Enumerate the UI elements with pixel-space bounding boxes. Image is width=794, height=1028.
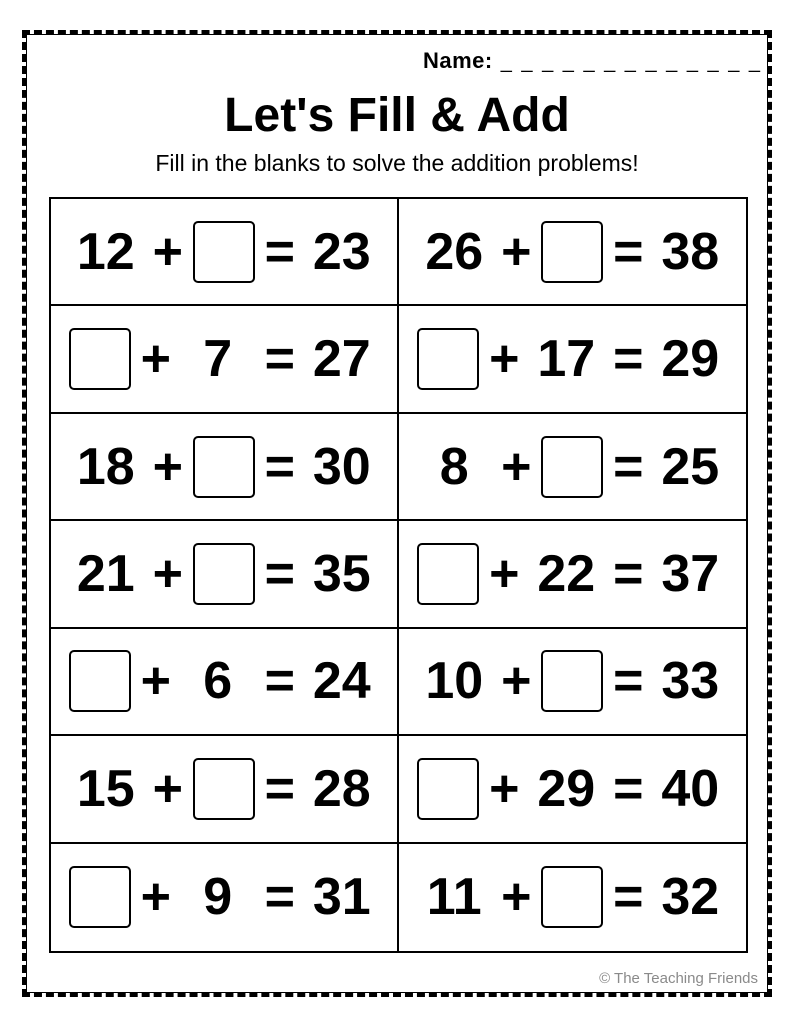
addend-a: 18 [76,437,135,496]
equation [417,758,727,820]
equation [69,866,379,928]
equation [69,436,379,498]
problem-grid [49,197,748,953]
sum: 24 [312,652,371,711]
plus-sign: + [501,868,532,927]
addend-b: 22 [537,544,596,603]
equals-sign: = [613,652,644,711]
addend-a: 21 [76,544,135,603]
sum: 30 [312,437,371,496]
plus-sign: + [152,544,183,603]
answer-box[interactable] [69,866,131,928]
problem-cell [51,199,399,306]
equals-sign: = [613,868,644,927]
name-field[interactable] [423,48,762,74]
equation [69,758,379,820]
worksheet-instructions: Fill in the blanks to solve the addition problems! [155,150,639,176]
equation [69,650,379,712]
equals-sign: = [264,437,295,496]
answer-box[interactable] [417,758,479,820]
plus-sign: + [489,330,520,389]
plus-sign: + [489,759,520,818]
equals-sign: = [613,222,644,281]
equation [69,328,379,390]
sum: 40 [661,759,720,818]
equation [69,221,379,283]
problem-cell [399,844,747,951]
answer-box[interactable] [541,866,603,928]
answer-box[interactable] [193,436,255,498]
answer-box[interactable] [417,328,479,390]
sum: 31 [312,868,371,927]
sum: 32 [661,868,720,927]
plus-sign: + [140,330,171,389]
equals-sign: = [264,868,295,927]
plus-sign: + [501,437,532,496]
problem-cell [51,521,399,628]
sum: 33 [661,652,720,711]
equals-sign: = [264,222,295,281]
problem-cell [399,306,747,413]
plus-sign: + [501,652,532,711]
answer-box[interactable] [541,221,603,283]
plus-sign: + [501,222,532,281]
sum: 28 [312,759,371,818]
plus-sign: + [140,868,171,927]
addend-a: 8 [439,437,469,496]
equation [417,543,727,605]
equation [417,221,727,283]
addend-a: 15 [76,759,135,818]
addend-a: 11 [426,868,482,927]
answer-box[interactable] [417,543,479,605]
problem-cell [399,736,747,843]
answer-box[interactable] [193,221,255,283]
problem-cell [51,736,399,843]
problem-cell [399,199,747,306]
problem-cell [399,521,747,628]
addend-b: 29 [537,759,596,818]
worksheet-title: Let's Fill & Add [224,89,570,142]
answer-box[interactable] [193,543,255,605]
addend-b: 17 [537,330,596,389]
equation [417,436,727,498]
problem-cell [399,414,747,521]
answer-box[interactable] [69,650,131,712]
sum: 38 [661,222,720,281]
answer-box[interactable] [193,758,255,820]
sum: 23 [312,222,371,281]
answer-box[interactable] [541,650,603,712]
answer-box[interactable] [69,328,131,390]
equation [417,328,727,390]
equals-sign: = [613,330,644,389]
problem-cell [51,844,399,951]
name-label: Name: [422,48,493,73]
answer-box[interactable] [541,436,603,498]
equals-sign: = [264,652,295,711]
sum: 37 [661,544,720,603]
addend-a: 12 [76,222,135,281]
sum: 25 [661,437,720,496]
equation [417,650,727,712]
equals-sign: = [613,437,644,496]
sum: 29 [661,330,720,389]
equals-sign: = [264,759,295,818]
addend-b: 6 [203,652,233,711]
equals-sign: = [264,544,295,603]
equation [417,866,727,928]
problem-cell [51,306,399,413]
addend-a: 10 [425,652,484,711]
equals-sign: = [613,544,644,603]
problem-cell [51,414,399,521]
plus-sign: + [152,759,183,818]
plus-sign: + [152,437,183,496]
problem-cell [51,629,399,736]
plus-sign: + [140,652,171,711]
equals-sign: = [264,330,295,389]
sum: 35 [312,544,371,603]
plus-sign: + [152,222,183,281]
addend-b: 9 [203,868,233,927]
copyright-notice: © The Teaching Friends [599,970,758,987]
plus-sign: + [489,544,520,603]
name-blank-line[interactable]: _ _ _ _ _ _ _ _ _ _ _ _ _ [500,51,762,73]
equals-sign: = [613,759,644,818]
equation [69,543,379,605]
problem-cell [399,629,747,736]
addend-b: 7 [203,330,233,389]
addend-a: 26 [425,222,484,281]
sum: 27 [312,330,371,389]
